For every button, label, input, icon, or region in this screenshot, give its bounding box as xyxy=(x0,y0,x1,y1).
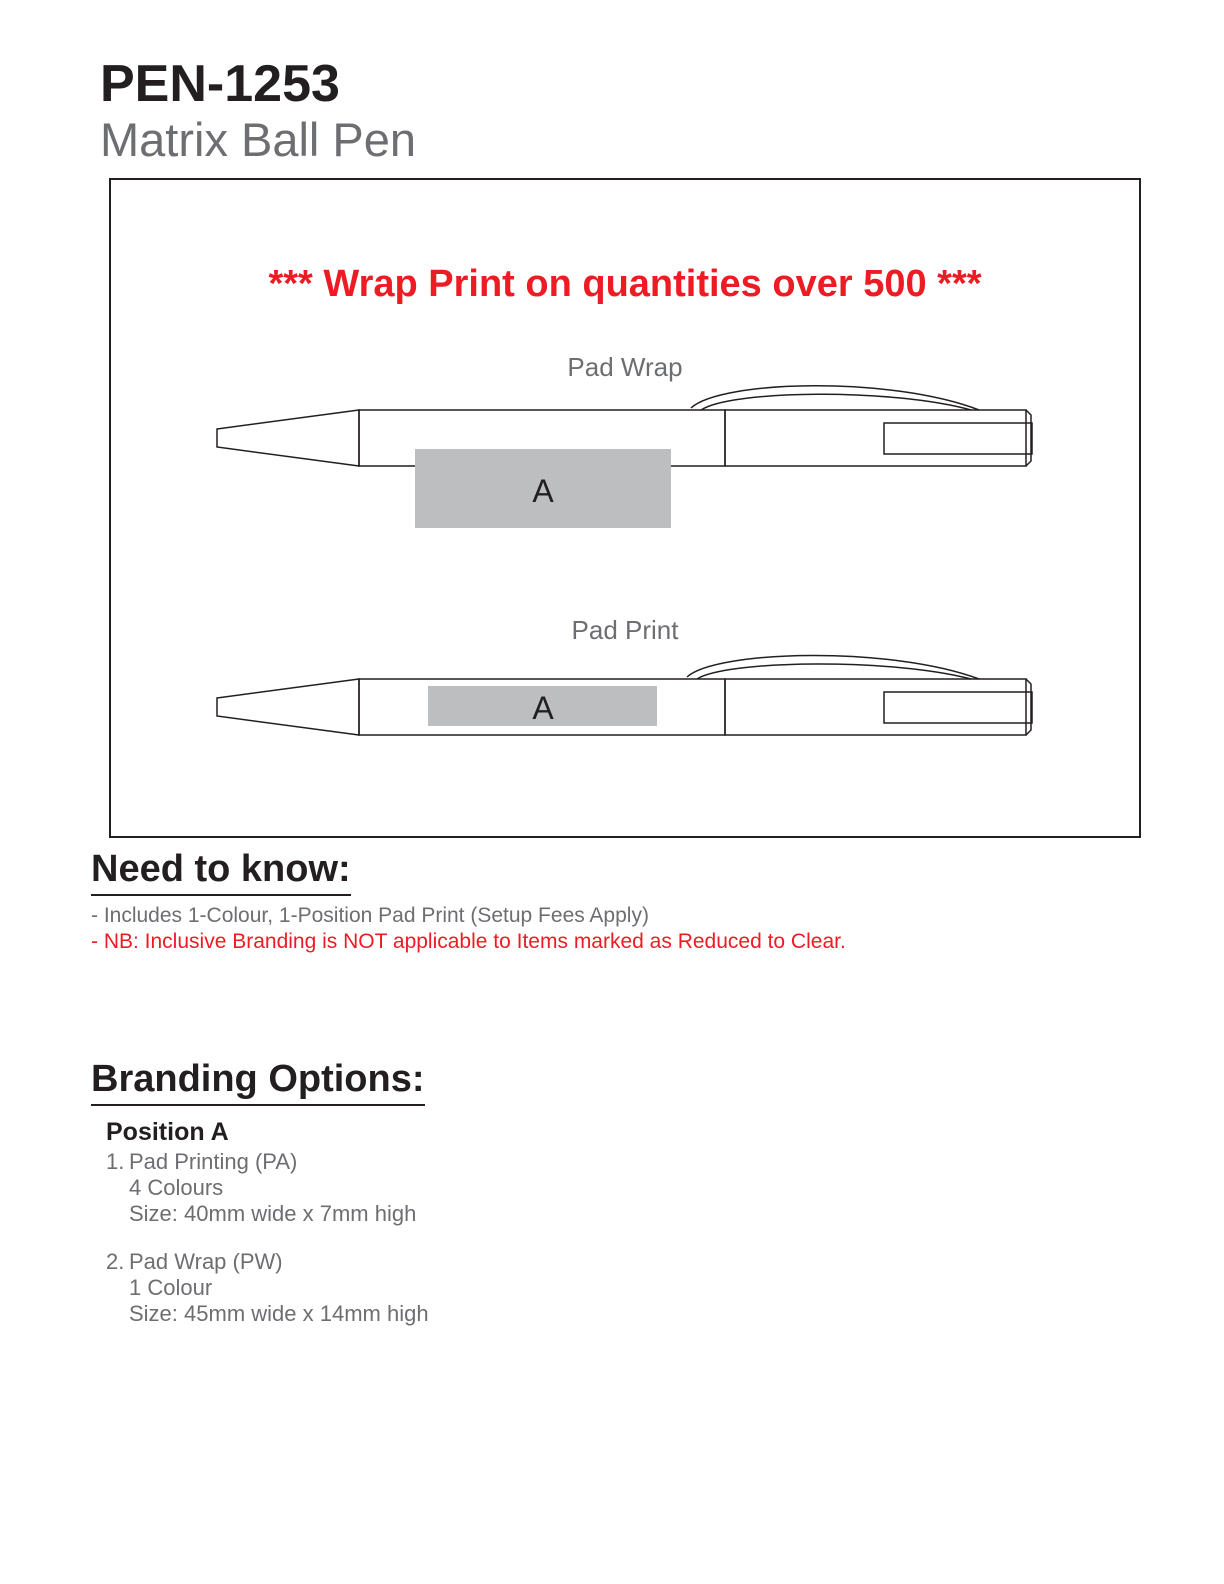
option-pad-printing xyxy=(106,1151,297,1173)
note-setup-fees: - Includes 1-Colour, 1-Position Pad Print (Setup Fees Apply) xyxy=(91,904,649,927)
branding-options-heading: Branding Options: xyxy=(91,1060,425,1106)
wrap-position-label: A xyxy=(532,473,554,509)
pad-wrap-label: Pad Wrap xyxy=(567,352,683,382)
option-name: Pad Wrap (PW) xyxy=(129,1249,283,1274)
option-number: 1. xyxy=(106,1149,125,1174)
option-colours: 4 Colours xyxy=(129,1175,224,1200)
option-pad-wrap xyxy=(106,1251,283,1273)
option-name: Pad Printing (PA) xyxy=(129,1149,298,1174)
option-number: 2. xyxy=(106,1249,125,1274)
need-to-know-heading: Need to know: xyxy=(91,850,351,896)
option-size: Size: 45mm wide x 14mm high xyxy=(129,1301,429,1326)
note-reduced-to-clear: - NB: Inclusive Branding is NOT applicable to Items marked as Reduced to Clear. xyxy=(91,930,846,953)
product-name: Matrix Ball Pen xyxy=(100,113,417,166)
pad-print-label: Pad Print xyxy=(571,615,679,645)
pad-print-position-label: A xyxy=(532,690,554,726)
option-colours: 1 Colour xyxy=(129,1275,213,1300)
branding-diagram xyxy=(109,178,1141,838)
wrap-print-banner: *** Wrap Print on quantities over 500 *** xyxy=(268,263,982,305)
product-code: PEN-1253 xyxy=(100,55,340,113)
position-a-title: Position A xyxy=(106,1118,229,1146)
option-size: Size: 40mm wide x 7mm high xyxy=(129,1201,417,1226)
pen-drawings xyxy=(111,180,1139,836)
